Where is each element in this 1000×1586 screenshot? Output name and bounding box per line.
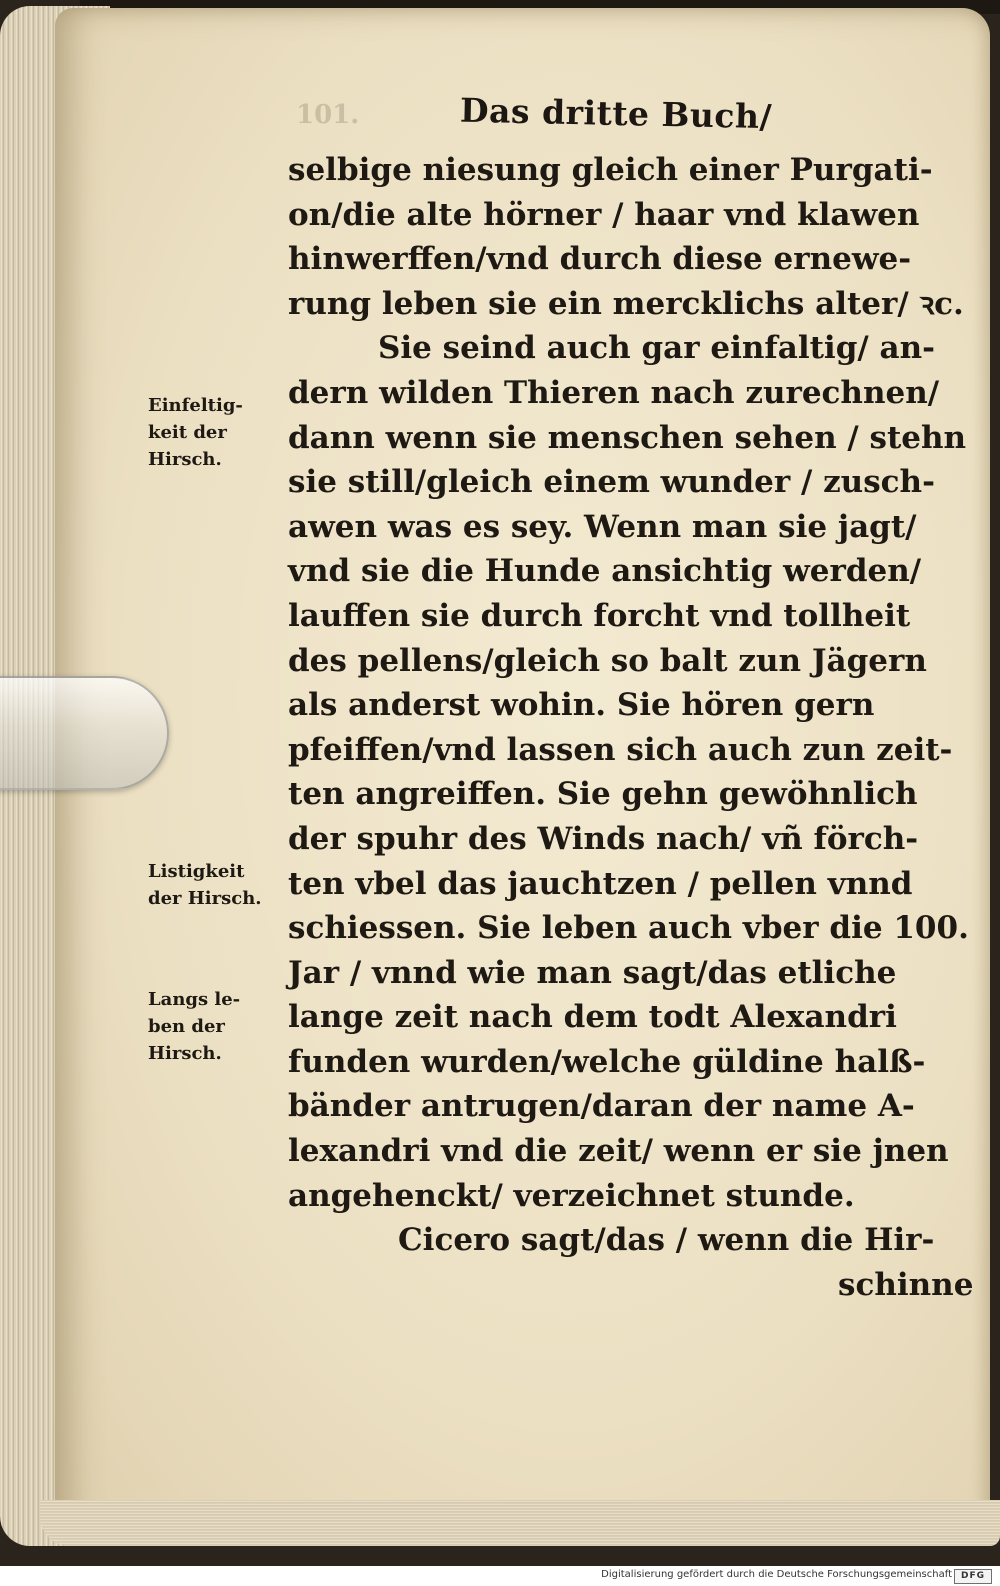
text-line: selbige niesung gleich einer Purgati- (288, 152, 933, 188)
marginal-note-einfeltigkeit (148, 392, 298, 473)
marginal-note-line: ben der (148, 1016, 225, 1037)
marginal-note-line: Hirsch. (148, 1043, 222, 1064)
text-line: schiessen. Sie leben auch vber die 100. (288, 910, 969, 947)
text-line: lauffen sie durch forcht vnd tollheit (288, 597, 911, 634)
text-line: awen was es sey. Wenn man sie jagt/ (288, 508, 917, 545)
text-line: dann wenn sie menschen sehen / stehn (288, 419, 967, 456)
text-line: lexandri vnd die zeit/ wenn er sie jnen (288, 1133, 949, 1170)
text-line: Jar / vnnd wie man sagt/das etliche (288, 954, 897, 991)
running-head: Das dritte Buch/ (459, 90, 773, 137)
text-line: on/die alte hörner / haar vnd klawen (288, 196, 920, 233)
text-line: Cicero sagt/das / wenn die Hir- (398, 1222, 935, 1259)
body-text-block (288, 148, 974, 1307)
text-line: pfeiffen/vnd lassen sich auch zun zeit- (288, 731, 953, 768)
marginal-note-line: Langs le- (148, 989, 241, 1010)
text-line: vnd sie die Hunde ansichtig werden/ (288, 553, 922, 590)
text-line: dern wilden Thieren nach zurechnen/ (288, 374, 940, 411)
marginal-note-listigkeit (148, 858, 298, 912)
text-line: der spuhr des Winds nach/ vñ förch- (288, 820, 919, 857)
text-line: funden wurden/welche güldine halß- (288, 1043, 926, 1080)
text-line: rung leben sie ein mercklichs alter/ ꝛc. (288, 285, 964, 322)
marginal-note-line: Listigkeit (148, 861, 245, 882)
text-line: lange zeit nach dem todt Alexandri (288, 999, 897, 1036)
marginal-note-line: Einfeltig- (148, 395, 243, 416)
text-line: sie still/gleich einem wunder / zusch- (288, 464, 935, 501)
marginal-note-line: Hirsch. (148, 449, 222, 470)
page-number: 101. (296, 100, 360, 130)
text-line: ten angreiffen. Sie gehn gewöhnlich (288, 776, 918, 813)
page-clip (0, 676, 169, 790)
text-line: als anderst wohin. Sie hören gern (288, 687, 875, 724)
text-line: hinwerffen/vnd durch diese ernewe- (288, 241, 912, 278)
catchword: schinne (838, 1266, 974, 1303)
marginal-note-line: keit der (148, 422, 227, 443)
text-line: angehenckt/ verzeichnet stunde. (288, 1177, 855, 1214)
dfg-logo: DFG (954, 1569, 992, 1584)
page-bottom-edges (40, 1500, 1000, 1546)
marginal-note-langsleben (148, 986, 298, 1067)
text-line: bänder antrugen/daran der name A- (288, 1088, 915, 1125)
marginal-note-line: der Hirsch. (148, 888, 262, 909)
text-line: des pellens/gleich so balt zun Jägern (288, 642, 927, 679)
text-line: Sie seind auch gar einfaltig/ an- (378, 330, 935, 367)
text-line: ten vbel das jauchtzen / pellen vnnd (288, 865, 913, 902)
footer-credit: Digitalisierung gefördert durch die Deutsche Forschungsgemeinschaft (601, 1569, 952, 1580)
